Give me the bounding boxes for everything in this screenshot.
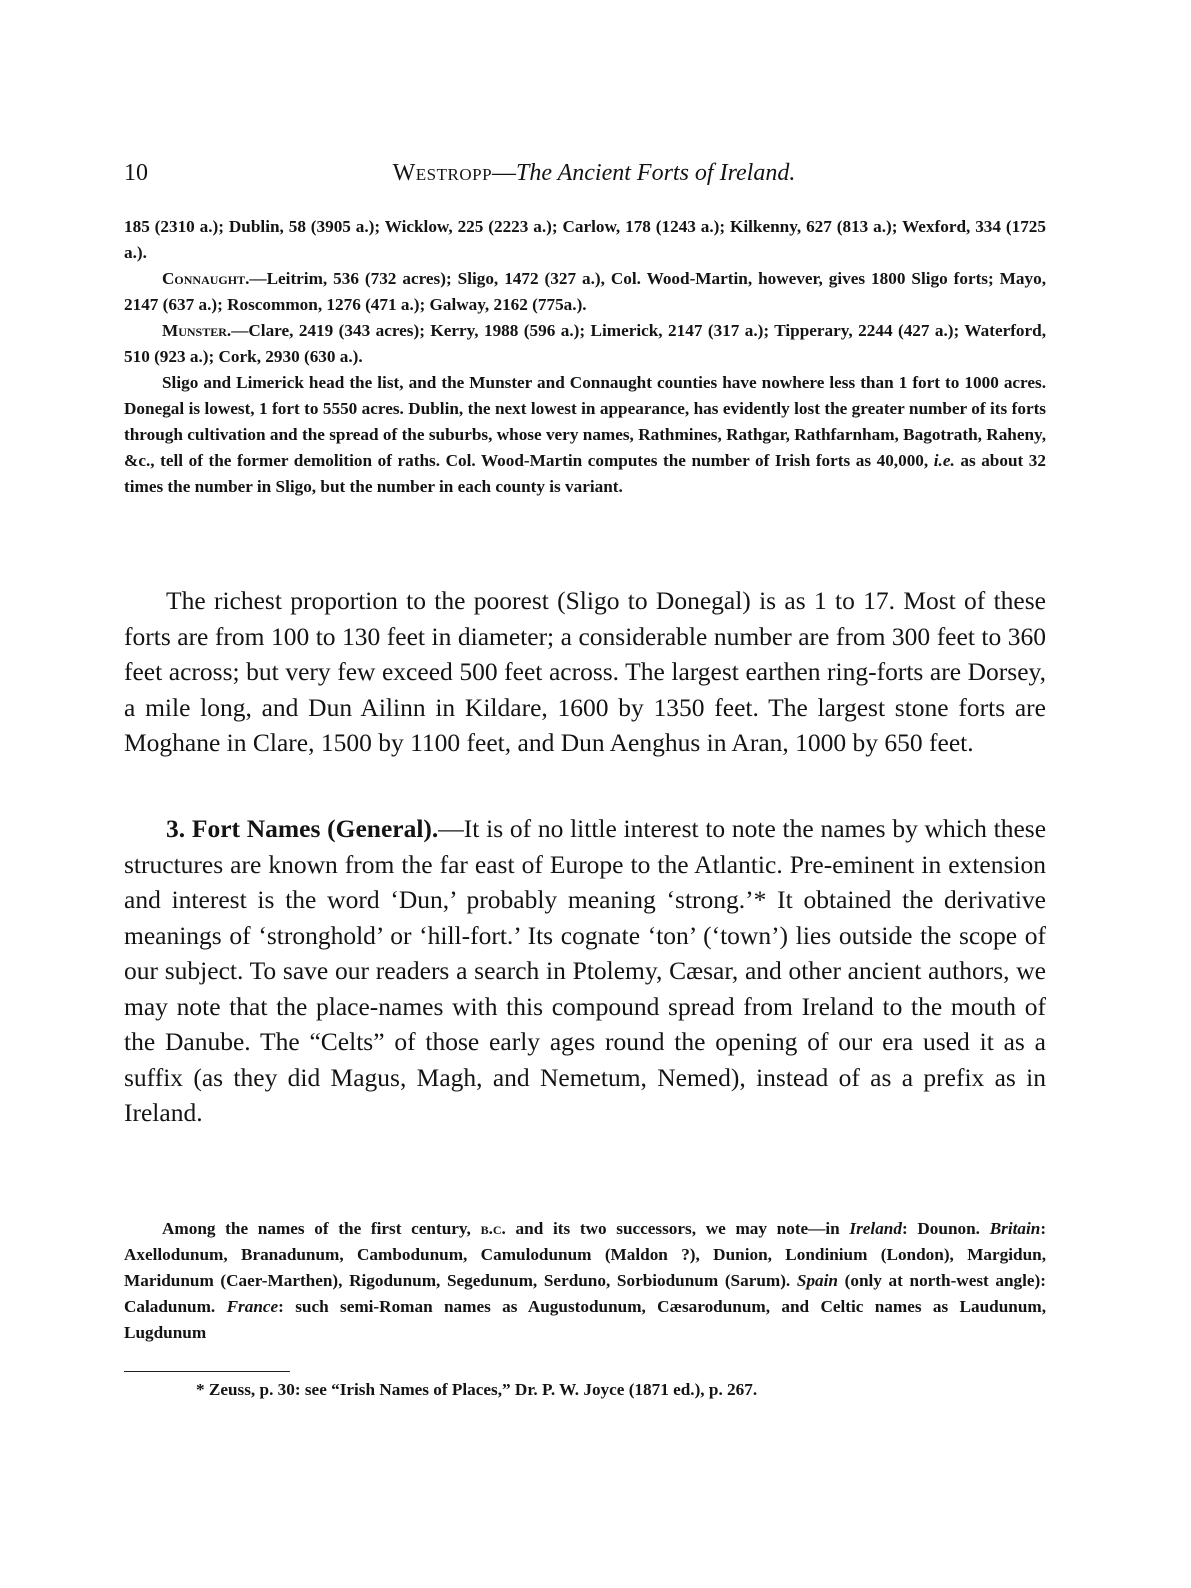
britain-label: Britain [989,1219,1041,1238]
france-text: : such semi-Roman names as Augustodunum, Cæsarodunum, and Celtic names as Laudunum, Lugdunum [124,1297,1046,1342]
section-heading: 3. Fort Names (General). [166,814,439,843]
names-intro-2: and its two successors, we may note—in [515,1219,840,1238]
connaught-label: Connaught. [162,269,250,288]
france-label: France [226,1297,279,1316]
munster-text: —Clare, 2419 (343 acres); Kerry, 1988 (596 a.); Limerick, 2147 (317 a.); Tipperary, 2244 (427 a.); Waterford, 510 (923 a.); Cork, 2930 (630 a.). [124,321,1046,366]
connaught-paragraph [124,266,1046,318]
footnote: * Zeuss, p. 30: see “Irish Names of Places,” Dr. P. W. Joyce (1871 ed.), p. 267. [196,1380,758,1399]
running-head-author: Westropp [392,160,493,186]
running-head-title: The Ancient Forts of Ireland. [516,160,796,186]
place-names-paragraph [124,1216,1046,1346]
munster-label: Munster. [162,321,232,340]
proportions-paragraph: The richest proportion to the poorest (Sligo to Donegal) is as 1 to 17. Most of these forts are from 100 to 130 feet in diameter; a considerable number are from 300 feet to 360 feet across; but very few exceed 500 feet across. The largest earthen ring-forts are Dorsey, a mile long, and Dun Ailinn in Kildare, 1600 by 1350 feet. The largest stone forts are Moghane in Clare, 1500 by 1100 feet, and Dun Aenghus in Aran, 1000 by 650 feet. [124,586,1046,757]
fort-names-text: —It is of no little interest to note the names by which these structures are known from the far east of Europe to the Atlantic. Pre-eminent in extension and interest is the word ‘Dun,’ probably meaning ‘strong.’* It obtained the derivative meanings of ‘stronghold’ or ‘hill-fort.’ Its cognate ‘ton’ (‘town’) lies outside the scope of our subject. To save our readers a search in Ptolemy, Cæsar, and other ancient authors, we may note that the place-names with this compound spread from Ireland to the mouth of the Danube. The “Celts” of those early ages round the opening of our era used it as a suffix (as they did Magus, Magh, and Nemetum, Nemed), instead of as a prefix as in Ireland. [124,814,1047,1127]
sligo-ie: i.e. [933,451,955,470]
spain-text: (only at north-west angle): Caladunum. [124,1271,1047,1316]
footnote-divider [124,1371,290,1372]
connaught-text: —Leitrim, 536 (732 acres); Sligo, 1472 (327 a.), Col. Wood-Martin, however, gives 1800 Sligo forts; Mayo, 2147 (637 a.); Roscommon, 1276 (471 a.); Galway, 2162 (775a.). [124,269,1046,314]
sligo-text-part-1: Sligo and Limerick head the list, and the Munster and Connaught counties have nowhere less than 1 fort to 1000 acres. Donegal is lowest, 1 fort to 5550 acres. Dublin, the next lowest in appearance, has evidently lost the greater number of its forts through cultivation and the spread of the suburbs, whose very names, Rathmines, Rathgar, Rathfarnham, Bagotrath, Raheny, &c., tell of the former demolition of raths. Col. Wood-Martin computes the number of Irish forts as 40,000, [124,373,1046,470]
running-head [124,160,1044,187]
names-intro: Among the names of the first century, [162,1219,471,1238]
running-head-dash: — [492,160,517,186]
spain-label: Spain [796,1271,838,1290]
names-bc: b.c. [480,1219,506,1238]
ireland-label: Ireland [849,1219,902,1238]
fort-names-paragraph [124,811,1046,1131]
ireland-text: : Dounon. [901,1219,980,1238]
county-statistics [124,214,1046,500]
main-paragraph-fort-names [124,811,1046,1131]
sligo-text-part-2: as about 32 times the number in Sligo, but the number in each county is variant. [124,451,1046,496]
main-paragraph-proportions [124,583,1046,761]
sligo-limerick-paragraph [124,370,1046,500]
county-list-continued: 185 (2310 a.); Dublin, 58 (3905 a.); Wicklow, 225 (2223 a.); Carlow, 178 (1243 a.); Kilkenny, 627 (813 a.); Wexford, 334 (1725 a.). [124,217,1046,262]
page-number: 10 [124,160,148,186]
britain-text: : Axellodunum, Branadunum, Cambodunum, Camulodunum (Maldon ?), Dunion, Londinium (London), Margidun, Maridunum (Caer-Marthen), Rigodunum, Segedunum, Serduno, Sorbiodunum (Sarum). [124,1219,1047,1290]
place-names-list [124,1216,1046,1346]
munster-paragraph [124,318,1046,370]
page-header [124,160,1044,194]
